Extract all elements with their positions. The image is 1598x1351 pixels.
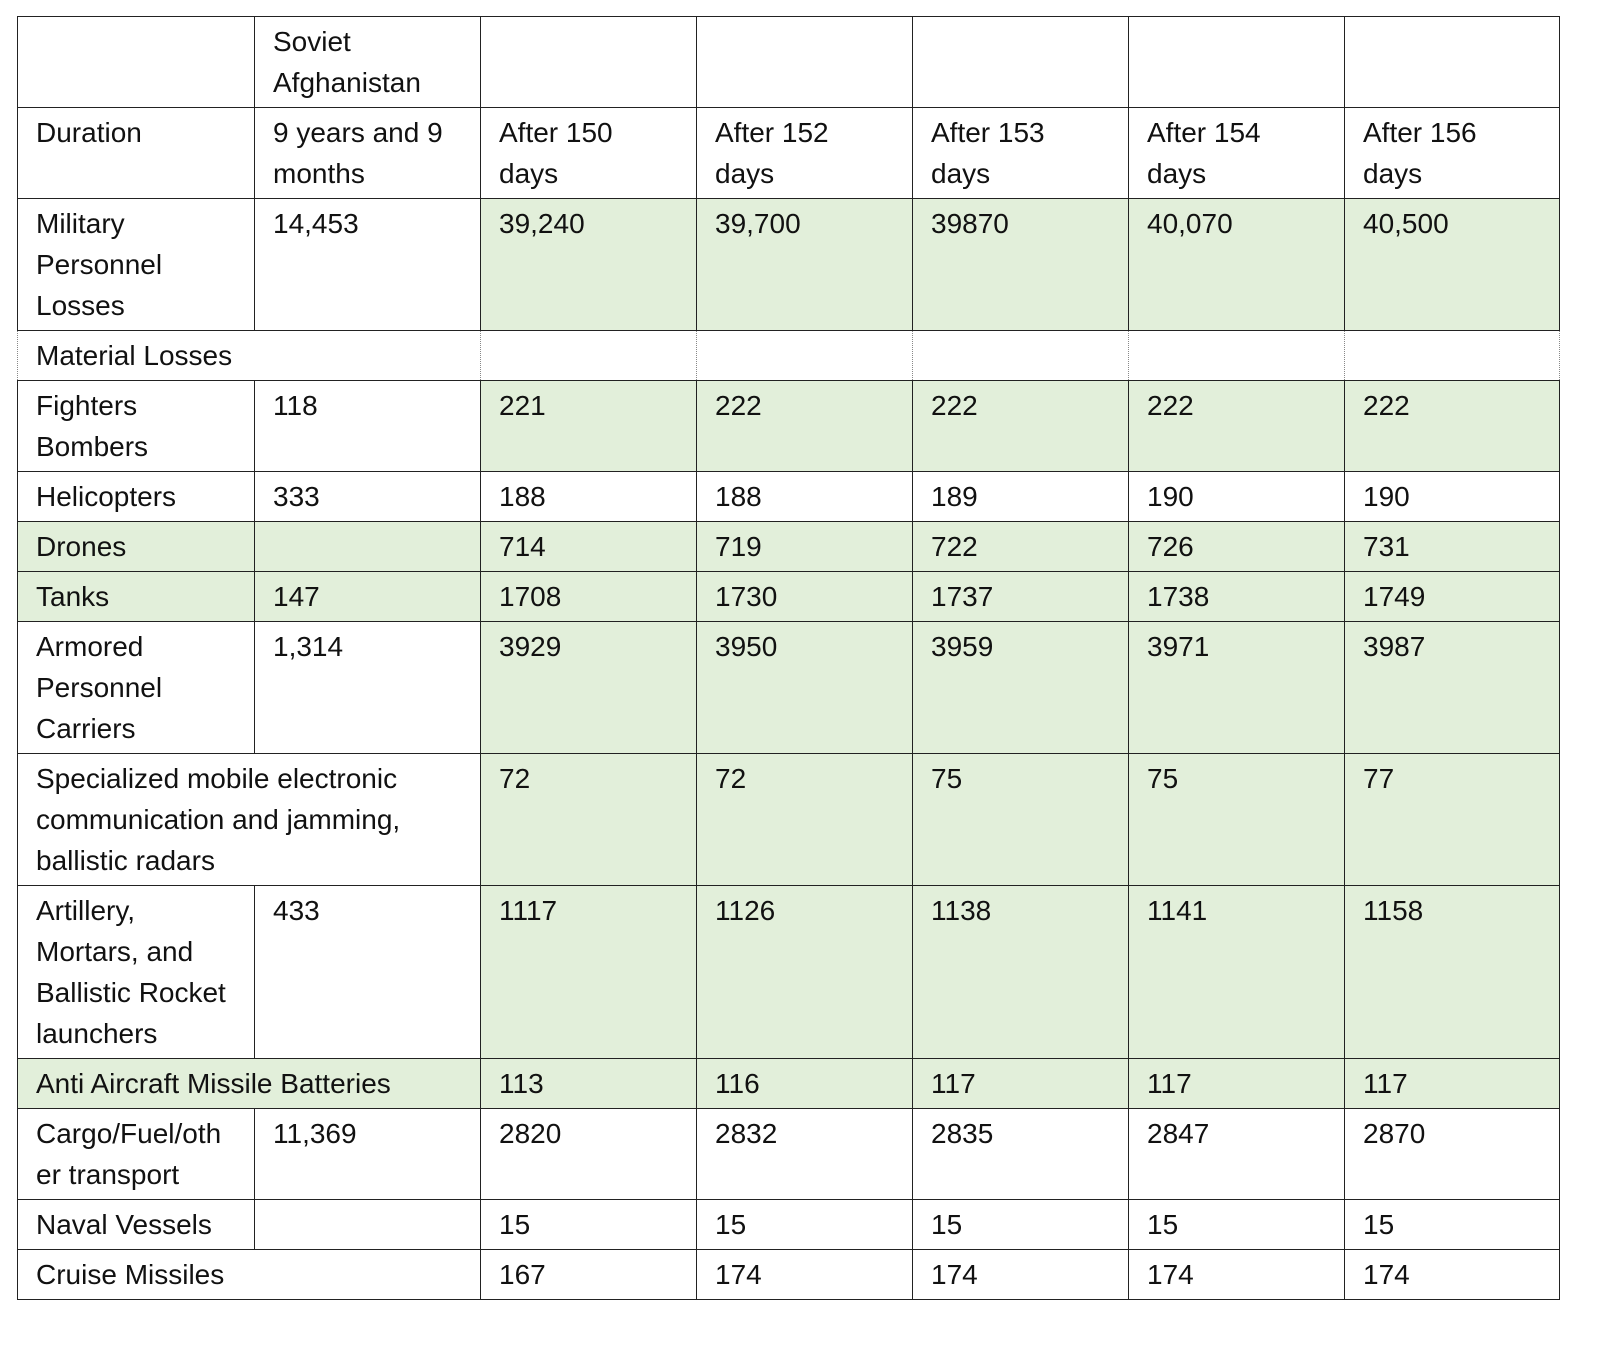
soviet-value: 147 xyxy=(255,572,481,622)
value-cell: 1141 xyxy=(1129,886,1345,1059)
value-cell: 3929 xyxy=(481,622,697,754)
row-label: Anti Aircraft Missile Batteries xyxy=(18,1059,481,1109)
soviet-value: 9 years and 9 months xyxy=(255,108,481,199)
row-label: Artillery, Mortars, and Ballistic Rocket launchers xyxy=(18,886,255,1059)
value-cell: 2820 xyxy=(481,1109,697,1200)
row-tanks xyxy=(18,572,1560,622)
value-cell: 113 xyxy=(481,1059,697,1109)
row-label: Specialized mobile electronic communication and jamming, ballistic radars xyxy=(18,754,481,886)
value-cell: 719 xyxy=(697,522,913,572)
value-cell: After 156 days xyxy=(1345,108,1560,199)
section-heading: Material Losses xyxy=(18,331,481,381)
row-label: Cargo/Fuel/other transport xyxy=(18,1109,255,1200)
soviet-value: 333 xyxy=(255,472,481,522)
row-naval-vessels xyxy=(18,1200,1560,1250)
value-cell: 39870 xyxy=(913,199,1129,331)
header-blank-cell xyxy=(481,17,697,108)
value-cell: 72 xyxy=(697,754,913,886)
row-label: Drones xyxy=(18,522,255,572)
value-cell: 75 xyxy=(913,754,1129,886)
value-cell: 174 xyxy=(913,1250,1129,1300)
value-cell: 117 xyxy=(1129,1059,1345,1109)
value-cell: 15 xyxy=(1345,1200,1560,1250)
value-cell: 116 xyxy=(697,1059,913,1109)
value-cell: 117 xyxy=(1345,1059,1560,1109)
header-blank-cell xyxy=(913,17,1129,108)
value-cell: 3959 xyxy=(913,622,1129,754)
row-label: Naval Vessels xyxy=(18,1200,255,1250)
value-cell: 188 xyxy=(697,472,913,522)
value-cell: After 154 days xyxy=(1129,108,1345,199)
row-material-losses xyxy=(18,331,1560,381)
row-helicopters xyxy=(18,472,1560,522)
value-cell: After 150 days xyxy=(481,108,697,199)
value-cell: 722 xyxy=(913,522,1129,572)
value-cell: 15 xyxy=(481,1200,697,1250)
empty-cell xyxy=(697,331,913,381)
value-cell: 15 xyxy=(697,1200,913,1250)
value-cell: 1737 xyxy=(913,572,1129,622)
value-cell: 726 xyxy=(1129,522,1345,572)
empty-cell xyxy=(1345,331,1560,381)
header-blank-cell xyxy=(697,17,913,108)
header-soviet-afghanistan: Soviet Afghanistan xyxy=(255,17,481,108)
value-cell: 1158 xyxy=(1345,886,1560,1059)
value-cell: 1730 xyxy=(697,572,913,622)
value-cell: 1117 xyxy=(481,886,697,1059)
row-label: Military Personnel Losses xyxy=(18,199,255,331)
value-cell: 15 xyxy=(1129,1200,1345,1250)
empty-cell xyxy=(1129,331,1345,381)
value-cell: 15 xyxy=(913,1200,1129,1250)
value-cell: 40,500 xyxy=(1345,199,1560,331)
soviet-value: 14,453 xyxy=(255,199,481,331)
value-cell: 221 xyxy=(481,381,697,472)
value-cell: 2832 xyxy=(697,1109,913,1200)
row-electronic-radars xyxy=(18,754,1560,886)
row-artillery xyxy=(18,886,1560,1059)
row-label: Fighters Bombers xyxy=(18,381,255,472)
header-blank-cell xyxy=(1345,17,1560,108)
row-label: Helicopters xyxy=(18,472,255,522)
value-cell: 167 xyxy=(481,1250,697,1300)
row-cargo-transport xyxy=(18,1109,1560,1200)
row-label: Armored Personnel Carriers xyxy=(18,622,255,754)
value-cell: 3987 xyxy=(1345,622,1560,754)
value-cell: 222 xyxy=(1345,381,1560,472)
value-cell: 190 xyxy=(1129,472,1345,522)
value-cell: 1708 xyxy=(481,572,697,622)
losses-table xyxy=(17,16,1560,1300)
value-cell: 189 xyxy=(913,472,1129,522)
value-cell: 222 xyxy=(697,381,913,472)
value-cell: 77 xyxy=(1345,754,1560,886)
value-cell: 174 xyxy=(1129,1250,1345,1300)
value-cell: 2870 xyxy=(1345,1109,1560,1200)
value-cell: 72 xyxy=(481,754,697,886)
empty-cell xyxy=(913,331,1129,381)
soviet-value: 1,314 xyxy=(255,622,481,754)
value-cell: 714 xyxy=(481,522,697,572)
value-cell: 40,070 xyxy=(1129,199,1345,331)
row-military-personnel xyxy=(18,199,1560,331)
row-anti-aircraft xyxy=(18,1059,1560,1109)
empty-cell xyxy=(481,331,697,381)
value-cell: 188 xyxy=(481,472,697,522)
row-label: Tanks xyxy=(18,572,255,622)
value-cell: 174 xyxy=(1345,1250,1560,1300)
soviet-value: 118 xyxy=(255,381,481,472)
header-row xyxy=(18,17,1560,108)
row-drones xyxy=(18,522,1560,572)
value-cell: 39,240 xyxy=(481,199,697,331)
row-label: Cruise Missiles xyxy=(18,1250,481,1300)
row-cruise-missiles xyxy=(18,1250,1560,1300)
value-cell: After 153 days xyxy=(913,108,1129,199)
soviet-value: 11,369 xyxy=(255,1109,481,1200)
value-cell: 174 xyxy=(697,1250,913,1300)
header-empty-cell xyxy=(18,17,255,108)
row-armored-personnel-carriers xyxy=(18,622,1560,754)
value-cell: 222 xyxy=(913,381,1129,472)
value-cell: 190 xyxy=(1345,472,1560,522)
value-cell: 1738 xyxy=(1129,572,1345,622)
value-cell: 3950 xyxy=(697,622,913,754)
soviet-value: 433 xyxy=(255,886,481,1059)
value-cell: 1749 xyxy=(1345,572,1560,622)
value-cell: 3971 xyxy=(1129,622,1345,754)
row-duration xyxy=(18,108,1560,199)
value-cell: 75 xyxy=(1129,754,1345,886)
value-cell: 222 xyxy=(1129,381,1345,472)
value-cell: 39,700 xyxy=(697,199,913,331)
row-fighters-bombers xyxy=(18,381,1560,472)
header-blank-cell xyxy=(1129,17,1345,108)
value-cell: After 152 days xyxy=(697,108,913,199)
value-cell: 731 xyxy=(1345,522,1560,572)
value-cell: 2847 xyxy=(1129,1109,1345,1200)
value-cell: 2835 xyxy=(913,1109,1129,1200)
value-cell: 1138 xyxy=(913,886,1129,1059)
row-label: Duration xyxy=(18,108,255,199)
value-cell: 117 xyxy=(913,1059,1129,1109)
soviet-value xyxy=(255,522,481,572)
value-cell: 1126 xyxy=(697,886,913,1059)
soviet-value xyxy=(255,1200,481,1250)
